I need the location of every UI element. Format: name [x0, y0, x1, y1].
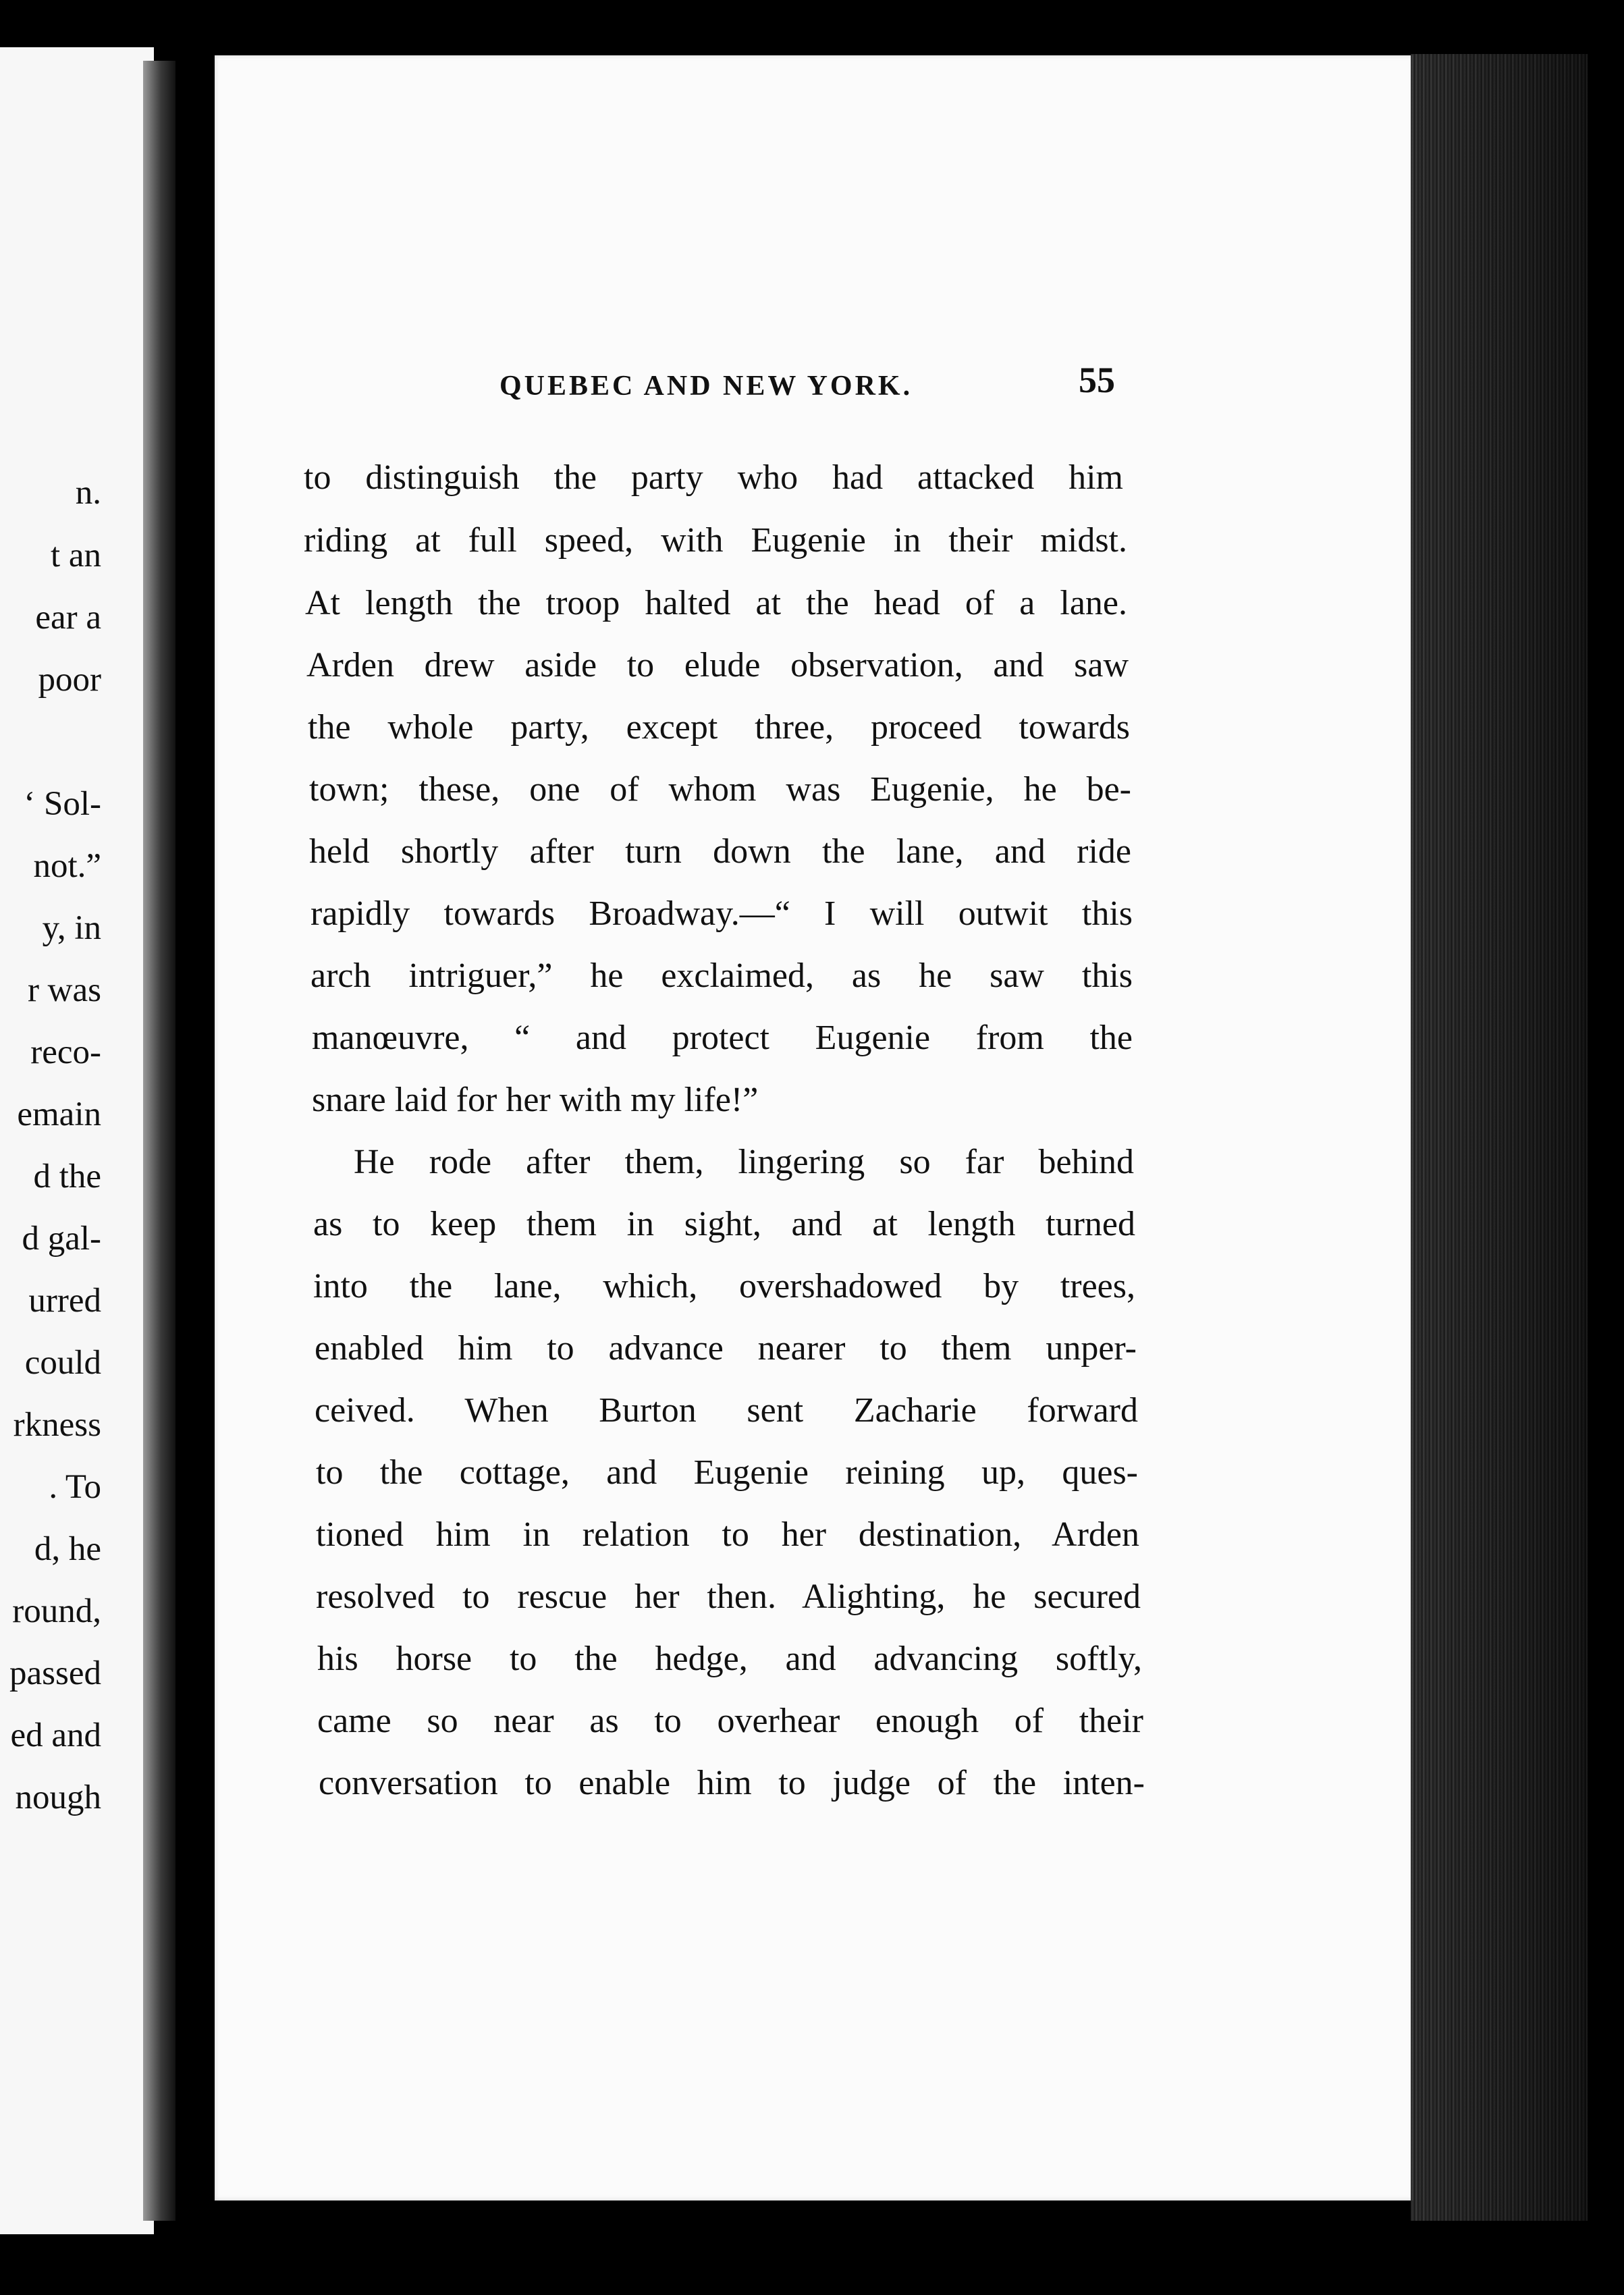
body-line: to distinguish the party who had attacked him	[304, 458, 1123, 497]
left-page-line: t an	[50, 537, 101, 574]
left-facing-page	[0, 47, 154, 2234]
left-page-line: ed and	[10, 1717, 101, 1754]
left-page-line: emain	[17, 1096, 101, 1133]
body-line: riding at full speed, with Eugenie in their midst.	[304, 521, 1127, 560]
body-line: snare laid for her with my life!”	[312, 1081, 759, 1119]
body-line: the whole party, except three, proceed towards	[308, 708, 1130, 747]
body-line: enabled him to advance nearer to them unper-	[315, 1329, 1137, 1368]
page-edges-shadow	[1411, 54, 1588, 2221]
body-line: town; these, one of whom was Eugenie, he be-	[309, 770, 1131, 809]
left-page-line: passed	[9, 1654, 101, 1692]
book-gutter	[143, 61, 175, 2221]
left-page-line: n.	[75, 474, 101, 512]
body-line: tioned him in relation to her destination, Arden	[316, 1515, 1139, 1554]
left-page-line: nough	[15, 1779, 101, 1816]
left-page-line: . To	[49, 1468, 101, 1506]
body-line: as to keep them in sight, and at length turned	[313, 1205, 1135, 1243]
body-line: his horse to the hedge, and advancing softly,	[317, 1640, 1142, 1678]
left-page-line: ‘ Sol-	[24, 785, 101, 823]
running-title: QUEBEC AND NEW YORK.	[499, 371, 913, 402]
body-line: He rode after them, lingering so far behind	[354, 1143, 1134, 1181]
body-line: resolved to rescue her then. Alighting, he secured	[316, 1577, 1141, 1616]
body-line: held shortly after turn down the lane, and ride	[309, 832, 1131, 871]
left-page-line: rkness	[13, 1406, 101, 1444]
left-page-line: r was	[27, 971, 101, 1009]
body-line: At length the troop halted at the head of a lane.	[305, 584, 1127, 622]
left-page-line: not.”	[33, 847, 101, 885]
left-page-line: round,	[12, 1592, 101, 1630]
left-page-line: ear a	[35, 599, 101, 637]
left-page-line: d gal-	[22, 1220, 101, 1258]
body-line: arch intriguer,” he exclaimed, as he saw this	[310, 956, 1133, 995]
body-line: ceived. When Burton sent Zacharie forward	[315, 1391, 1138, 1430]
left-page-line: d the	[33, 1158, 101, 1195]
body-line: rapidly towards Broadway.—“ I will outwit this	[310, 894, 1133, 933]
body-line: to the cottage, and Eugenie reining up, ques-	[316, 1453, 1138, 1492]
left-page-line: poor	[38, 661, 101, 699]
body-line: came so near as to overhear enough of their	[317, 1702, 1143, 1740]
body-line: conversation to enable him to judge of the inten-	[319, 1764, 1145, 1802]
left-page-line: reco-	[30, 1033, 101, 1071]
body-line: into the lane, which, overshadowed by trees,	[313, 1267, 1135, 1305]
left-page-line: urred	[28, 1282, 101, 1320]
left-page-line: d, he	[34, 1530, 101, 1568]
left-page-line: y, in	[42, 909, 101, 947]
body-line: manœuvre, “ and protect Eugenie from the	[312, 1019, 1133, 1057]
body-line: Arden drew aside to elude observation, and saw	[306, 646, 1129, 684]
page-number: 55	[1079, 360, 1115, 400]
left-page-line: could	[24, 1344, 101, 1382]
